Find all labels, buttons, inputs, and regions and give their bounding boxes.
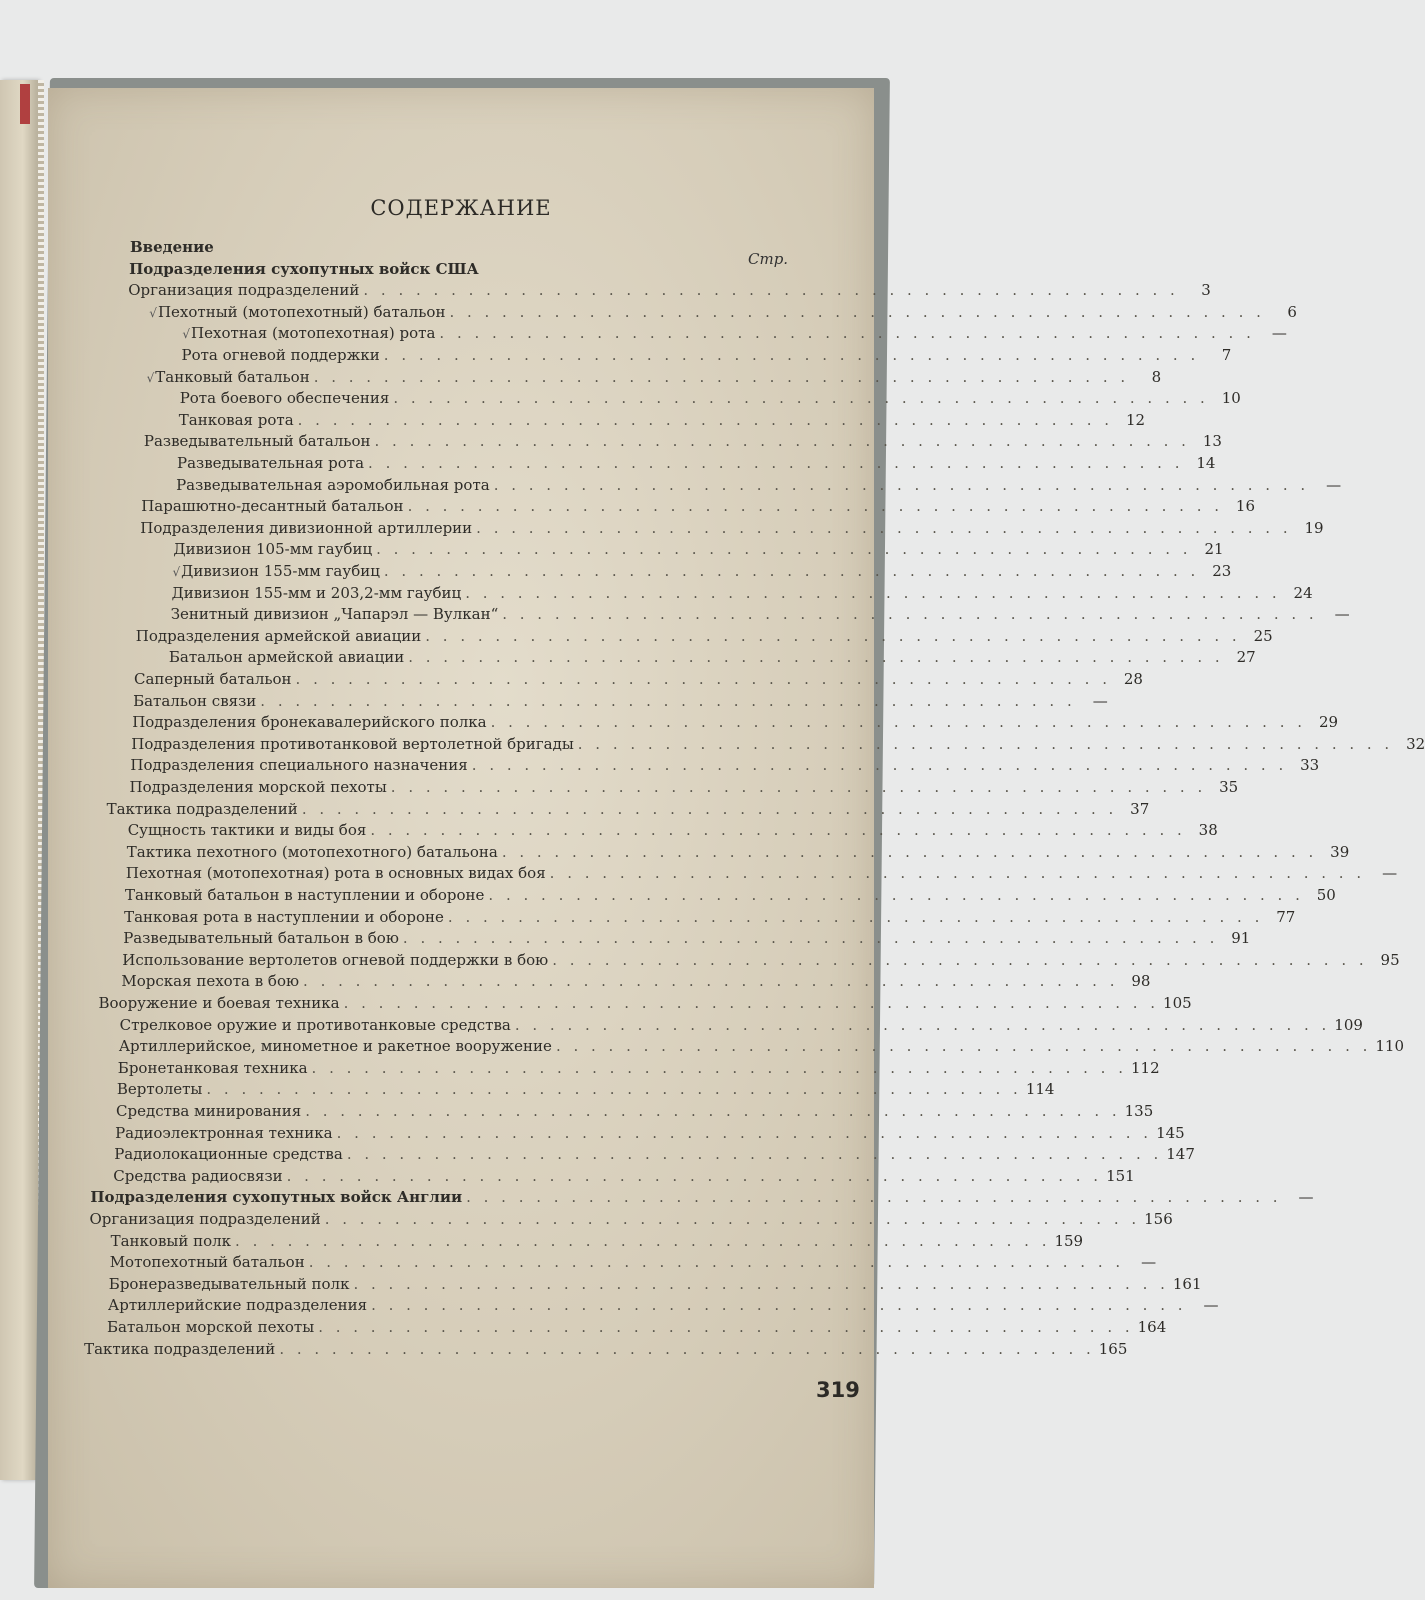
- toc-entry-title: Дивизион 155-мм гаубиц: [181, 562, 380, 580]
- toc-page-number: 147: [1166, 1145, 1195, 1164]
- toc-entry-title: Танковый батальон: [155, 367, 310, 386]
- toc-entry-title: Батальон связи: [133, 691, 257, 710]
- toc-page-number: —: [1334, 605, 1350, 624]
- toc-entry-title: Разведывательный батальон в бою: [123, 929, 399, 948]
- toc-entry-title: Зенитный дивизион „Чапарэл — Вулкан“: [170, 605, 499, 624]
- toc-entry: [130, 238, 808, 256]
- toc-entry: [125, 886, 1336, 904]
- toc-entry-title: Подразделения дивизионной артиллерии: [140, 518, 473, 537]
- leader-dots: . . . . . . . . . . . . . . . . . . . . . . . . . . . . . . . . . . . . . . . . . . . . . . .: [343, 994, 1160, 1012]
- toc-entry-title: Подразделения сухопутных войск Англии: [90, 1188, 463, 1207]
- toc-entry: [130, 756, 1320, 775]
- leader-dots: . . . . . . . . . . . . . . . . . . . . . . . . . . . . . . . . . . . . . . . . . . . . . . .: [552, 950, 1368, 969]
- toc-entry-title: Танковый батальон в наступлении и обороне: [125, 886, 485, 904]
- toc-page-number: 37: [1130, 799, 1150, 818]
- toc-page-number: —: [1326, 475, 1342, 494]
- toc-entry-title: Подразделения морской пехоты: [129, 778, 387, 796]
- toc-entry: [110, 1231, 1084, 1250]
- toc-entry: [84, 1339, 1128, 1358]
- toc-page-number: 28: [1123, 670, 1143, 688]
- toc-entry-title: Использование вертолетов огневой поддержки в бою: [122, 950, 549, 969]
- toc-page-number: 25: [1253, 626, 1273, 645]
- book-page: [48, 88, 1425, 1588]
- toc-entry: [126, 842, 1350, 861]
- leader-dots: . . . . . . . . . . . . . . . . . . . . . . . . . . . . . . . . . . . . . . . . . . . . . . .: [488, 886, 1304, 904]
- toc-page-number: 7: [1221, 346, 1232, 364]
- leader-dots: . . . . . . . . . . . . . . . . . . . . . . . . . . . . . . . . . . . . . . . . . . . . . . .: [374, 432, 1190, 451]
- toc-entry-title: Дивизион 105-мм гаубиц: [173, 540, 373, 559]
- toc-entry-title: Разведывательная рота: [177, 454, 365, 472]
- toc-entry: [106, 799, 1150, 818]
- toc-entry: [128, 281, 1211, 300]
- toc-entry-title: Вооружение и боевая техника: [98, 994, 340, 1012]
- toc-page-number: 98: [1131, 972, 1151, 991]
- toc-page-number: 32: [1406, 734, 1425, 753]
- leader-dots: . . . . . . . . . . . . . . . . . . . . . . . . . . . . . . . . . . . . . . . . . . . . . . .: [368, 454, 1184, 472]
- toc-entry: [124, 907, 1296, 926]
- leader-dots: . . . . . . . . . . . . . . . . . . . . . . . . . . . . . . . . . . . . . . . . . . . . . . .: [393, 389, 1209, 408]
- spine-bookmark-strip: [20, 84, 30, 124]
- toc-page-number: 21: [1204, 540, 1224, 559]
- toc-entry-title: Мотопехотный батальон: [109, 1253, 305, 1272]
- leader-dots: . . . . . . . . . . . . . . . . . . . . . . . . . . . . . . . . . . . . . . . . . . . . . . .: [501, 842, 1318, 861]
- toc-entry: [178, 410, 1146, 429]
- leader-dots: . . . . . . . . . . . . . . . . . . . . . . . . . . . . . . . . . . . . . . . . . . . . . . .: [376, 540, 1192, 559]
- leader-dots: . . . . . . . . . . . . . . . . . . . . . . . . . . . . . . . . . . . . . . . . . . . . . . .: [476, 518, 1292, 537]
- toc-page-number: 19: [1304, 518, 1324, 537]
- leader-dots: . . . . . . . . . . . . . . . . . . . . . . . . . . . . . . . . . . . . . . . . . . . . . . .: [449, 302, 1265, 321]
- leader-dots: . . . . . . . . . . . . . . . . . . . . . . . . . . . . . . . . . . . . . . . . . . . . . . .: [260, 691, 1076, 710]
- toc-entry: [108, 1274, 1202, 1293]
- toc-page-number: 29: [1318, 713, 1339, 732]
- leader-dots: . . . . . . . . . . . . . . . . . . . . . . . . . . . . . . . . . . . . . . . . . . . . . . .: [308, 1253, 1125, 1272]
- page-number: 319: [816, 1378, 860, 1402]
- leader-dots: . . . . . . . . . . . . . . . . . . . . . . . . . . . . . . . . . . . . . . . . . . . . . . .: [471, 756, 1288, 775]
- toc-entry: [116, 1080, 1055, 1099]
- toc-entry: [118, 1037, 1405, 1056]
- checkmark-annotation: √: [149, 305, 157, 320]
- toc-entry-title: Радиоэлектронная техника: [115, 1123, 333, 1142]
- toc-entry-title: Средства радиосвязи: [113, 1166, 283, 1185]
- leader-dots: . . . . . . . . . . . . . . . . . . . . . . . . . . . . . . . . . . . . . . . . . . . . . . .: [336, 1123, 1153, 1142]
- toc-entry: [117, 1058, 1160, 1077]
- toc-entry: [141, 497, 1255, 516]
- toc-entry: [173, 540, 1224, 559]
- toc-entry-title: Радиолокационные средства: [114, 1145, 343, 1164]
- leader-dots: . . . . . . . . . . . . . . . . . . . . . . . . . . . . . . . . . . . . . . . . . . . . . . .: [490, 713, 1307, 732]
- toc-entry-title: Подразделения противотанковой вертолетной бригады: [131, 734, 574, 753]
- toc-entry: [179, 389, 1241, 408]
- leader-dots: . . . . . . . . . . . . . . . . . . . . . . . . . . . . . . . . . . . . . . . . . . . . . . .: [303, 972, 1119, 991]
- toc-entry: [116, 1102, 1154, 1120]
- leader-dots: . . . . . . . . . . . . . . . . . . . . . . . . . . . . . . . . . . . . . . . . . . . . . . .: [353, 1274, 1169, 1293]
- toc-page-number: 159: [1054, 1231, 1084, 1250]
- toc-entry: [125, 864, 1398, 883]
- toc-page-number: —: [1092, 691, 1108, 710]
- toc-page-number: 24: [1293, 583, 1313, 602]
- toc-entry-title: Пехотная (мотопехотная) рота: [191, 324, 436, 343]
- toc-entry-title: Морская пехота в бою: [121, 972, 300, 991]
- toc-entry: [115, 1123, 1185, 1142]
- toc-entry: [113, 1166, 1135, 1185]
- leader-dots: . . . . . . . . . . . . . . . . . . . . . . . . . . . . . . . . . . . . . . . . . . . . . . .: [407, 497, 1223, 516]
- toc-page-number: 110: [1375, 1037, 1405, 1056]
- leader-dots: . . . . . . . . . . . . . . . . . . . . . . . . . . . . . . . . . . . . . . . . . . . . . . .: [346, 1145, 1163, 1164]
- toc-page-number: 16: [1235, 497, 1255, 516]
- toc-page-number: 50: [1316, 886, 1336, 904]
- toc-entry: [119, 1015, 1363, 1034]
- toc-entry: [121, 972, 1151, 991]
- toc-entry-title: Батальон морской пехоты: [107, 1318, 315, 1336]
- toc-page-number: 145: [1156, 1123, 1185, 1142]
- toc-entry-title: Введение: [130, 238, 214, 256]
- leader-dots: . . . . . . . . . . . . . . . . . . . . . . . . . . . . . . . . . . . . . . . . . . . . . . .: [514, 1015, 1331, 1034]
- toc-page-number: 35: [1219, 778, 1239, 796]
- leader-dots: . . . . . . . . . . . . . . . . . . . . . . . . . . . . . . . . . . . . . . . . . . . . . . .: [370, 821, 1186, 840]
- toc-page-number: 161: [1172, 1274, 1202, 1293]
- leader-dots: . . . . . . . . . . . . . . . . . . . . . . . . . . . . . . . . . . . . . . . . . . . . . . .: [206, 1080, 1022, 1099]
- toc-page-number: 27: [1236, 648, 1256, 667]
- toc-entry-title: Батальон армейской авиации: [168, 648, 405, 667]
- toc-entry: [109, 1253, 1157, 1272]
- leader-dots: . . . . . . . . . . . . . . . . . . . . . . . . . . . . . . . . . . . . . . . . . . . . . . .: [295, 670, 1111, 688]
- leader-dots: . . . . . . . . . . . . . . . . . . . . . . . . . . . . . . . . . . . . . . . . . . . . . . .: [555, 1037, 1372, 1056]
- toc-entry-title: Саперный батальон: [134, 670, 292, 688]
- toc-page-number: 38: [1198, 821, 1218, 840]
- toc-page-number: —: [1271, 324, 1287, 343]
- toc-page-number: 105: [1163, 994, 1192, 1012]
- toc-entry: [89, 1210, 1173, 1228]
- toc-page-number: 151: [1106, 1166, 1135, 1185]
- checkmark-annotation: √: [182, 327, 191, 342]
- toc-entry: [134, 670, 1143, 688]
- leader-dots: . . . . . . . . . . . . . . . . . . . . . . . . . . . . . . . . . . . . . . . . . . . . . . .: [549, 864, 1366, 883]
- toc-entry: [122, 950, 1400, 969]
- toc-entry-title: Танковый полк: [110, 1231, 232, 1250]
- toc-entry-title: Организация подразделений: [128, 281, 360, 300]
- toc-page-number: 6: [1287, 302, 1297, 321]
- toc-entry-title: Парашютно-десантный батальон: [141, 497, 404, 516]
- toc-entry: [129, 778, 1239, 796]
- leader-dots: . . . . . . . . . . . . . . . . . . . . . . . . . . . . . . . . . . . . . . . . . . . . . . .: [390, 778, 1207, 796]
- toc-entry-title: Артиллерийское, минометное и ракетное вооружение: [118, 1037, 552, 1056]
- leader-dots: . . . . . . . . . . . . . . . . . . . . . . . . . . . . . . . . . . . . . . . . . . . . . . .: [371, 1296, 1187, 1315]
- checkmark-annotation: √: [146, 370, 155, 385]
- toc-entry-title: Рота огневой поддержки: [181, 346, 380, 364]
- toc-entry-title: Дивизион 155-мм и 203,2-мм гаубиц: [171, 583, 462, 602]
- toc-page-number: 164: [1137, 1318, 1167, 1336]
- toc-page-number: 3: [1201, 281, 1211, 300]
- toc-entry: [132, 713, 1339, 732]
- toc-page-number: 14: [1196, 454, 1216, 472]
- toc-entry: [171, 583, 1313, 602]
- leader-dots: . . . . . . . . . . . . . . . . . . . . . . . . . . . . . . . . . . . . . . . . . . . . . . .: [502, 605, 1318, 624]
- table-of-contents: [48, 88, 1425, 1588]
- toc-page-number: 12: [1125, 410, 1146, 429]
- toc-page-number: 109: [1334, 1015, 1363, 1034]
- toc-entry: [127, 821, 1218, 840]
- toc-entry-title: Разведывательная аэромобильная рота: [176, 475, 490, 494]
- leader-dots: . . . . . . . . . . . . . . . . . . . . . . . . . . . . . . . . . . . . . . . . . . . . . . .: [383, 346, 1200, 364]
- leader-dots: . . . . . . . . . . . . . . . . . . . . . . . . . . . . . . . . . . . . . . . . . . . . . . .: [313, 367, 1130, 386]
- toc-page-number: 112: [1130, 1058, 1160, 1077]
- checkmark-annotation: √: [172, 565, 181, 579]
- page-title: СОДЕРЖАНИЕ: [370, 196, 552, 220]
- leader-dots: . . . . . . . . . . . . . . . . . . . . . . . . . . . . . . . . . . . . . . . . . . . . . . .: [305, 1102, 1121, 1120]
- leader-dots: . . . . . . . . . . . . . . . . . . . . . . . . . . . . . . . . . . . . . . . . . . . . . . .: [311, 1058, 1127, 1077]
- toc-entry: [107, 1318, 1167, 1336]
- toc-page-number: 39: [1330, 842, 1350, 861]
- toc-entry-title: Подразделения армейской авиации: [135, 626, 422, 645]
- toc-entry: [182, 324, 1287, 343]
- toc-entry: [143, 432, 1222, 451]
- leader-dots: . . . . . . . . . . . . . . . . . . . . . . . . . . . . . . . . . . . . . . . . . . . . . . .: [301, 799, 1118, 818]
- toc-page-number: 95: [1380, 950, 1400, 969]
- leader-dots: . . . . . . . . . . . . . . . . . . . . . . . . . . . . . . . . . . . . . . . . . . . . . . .: [318, 1318, 1134, 1336]
- toc-entry-title: Подразделения специального назначения: [130, 756, 468, 775]
- toc-entry-title: Вертолеты: [116, 1080, 203, 1099]
- toc-entry-title: Пехотный (мотопехотный) батальон: [157, 302, 446, 321]
- leader-dots: . . . . . . . . . . . . . . . . . . . . . . . . . . . . . . . . . . . . . . . . . . . . . . .: [408, 648, 1224, 667]
- toc-entry: [90, 1188, 1314, 1207]
- leader-dots: . . . . . . . . . . . . . . . . . . . . . . . . . . . . . . . . . . . . . . . . . . . . . . .: [383, 562, 1200, 580]
- toc-entry: [140, 518, 1324, 537]
- toc-page-number: 156: [1144, 1210, 1173, 1228]
- toc-page-number: 114: [1025, 1080, 1055, 1099]
- toc-page-number: 165: [1098, 1339, 1128, 1358]
- toc-entry: [146, 367, 1162, 386]
- toc-entry-title: Подразделения бронекавалерийского полка: [132, 713, 487, 732]
- left-page-edge: [0, 80, 38, 1480]
- toc-entry-title: Подразделения сухопутных войск США: [129, 259, 479, 278]
- toc-entry-title: Артиллерийские подразделения: [107, 1296, 368, 1315]
- leader-dots: . . . . . . . . . . . . . . . . . . . . . . . . . . . . . . . . . . . . . . . . . . . . . . .: [402, 929, 1219, 948]
- toc-entry-title: Бронеразведывательный полк: [108, 1274, 350, 1293]
- leader-dots: . . . . . . . . . . . . . . . . . . . . . . . . . . . . . . . . . . . . . . . . . . . . . . .: [324, 1210, 1141, 1228]
- leader-dots: . . . . . . . . . . . . . . . . . . . . . . . . . . . . . . . . . . . . . . . . . . . . . . .: [279, 1339, 1095, 1358]
- toc-page-number: 8: [1151, 367, 1162, 386]
- toc-entry-title: Разведывательный батальон: [143, 432, 371, 451]
- leader-dots: . . . . . . . . . . . . . . . . . . . . . . . . . . . . . . . . . . . . . . . . . . . . . . .: [493, 475, 1310, 494]
- toc-page-number: 13: [1202, 432, 1222, 451]
- leader-dots: . . . . . . . . . . . . . . . . . . . . . . . . . . . . . . . . . . . . . . . . . . . . . . .: [466, 1188, 1282, 1207]
- toc-entry: [168, 648, 1256, 667]
- toc-entry-title: Пехотная (мотопехотная) рота в основных видах боя: [125, 864, 546, 883]
- toc-entry-title: Рота боевого обеспечения: [179, 389, 390, 408]
- toc-entry: [176, 475, 1342, 494]
- toc-page-number: 23: [1212, 562, 1232, 580]
- toc-entry-title: Тактика подразделений: [84, 1339, 276, 1358]
- toc-entry-title: Стрелковое оружие и противотанковые средства: [119, 1015, 511, 1034]
- toc-entry-title: Бронетанковая техника: [117, 1058, 308, 1077]
- toc-entry: [98, 994, 1192, 1012]
- toc-page-number: 10: [1221, 389, 1241, 408]
- toc-page-number: —: [1298, 1188, 1314, 1207]
- toc-entry: [114, 1145, 1195, 1164]
- toc-entry: [107, 1296, 1219, 1315]
- toc-entry: [181, 346, 1232, 364]
- leader-dots: . . . . . . . . . . . . . . . . . . . . . . . . . . . . . . . . . . . . . . . . . . . . . . .: [465, 583, 1281, 602]
- toc-entry-title: Организация подразделений: [89, 1210, 321, 1228]
- toc-page-number: 91: [1231, 929, 1251, 948]
- toc-entry: [131, 734, 1425, 753]
- toc-entry: [133, 691, 1108, 710]
- leader-dots: . . . . . . . . . . . . . . . . . . . . . . . . . . . . . . . . . . . . . . . . . . . . . . .: [425, 626, 1241, 645]
- leader-dots: . . . . . . . . . . . . . . . . . . . . . . . . . . . . . . . . . . . . . . . . . . . . . . .: [577, 734, 1394, 753]
- leader-dots: . . . . . . . . . . . . . . . . . . . . . . . . . . . . . . . . . . . . . . . . . . . . . . .: [439, 324, 1255, 343]
- toc-entry-title: Сущность тактики и виды боя: [127, 821, 367, 840]
- toc-entry: [123, 929, 1251, 948]
- toc-entry-title: Тактика подразделений: [106, 799, 298, 818]
- toc-entry: [135, 626, 1273, 645]
- leader-dots: . . . . . . . . . . . . . . . . . . . . . . . . . . . . . . . . . . . . . . . . . . . . . . .: [235, 1231, 1051, 1250]
- toc-entry: [170, 605, 1350, 624]
- leader-dots: . . . . . . . . . . . . . . . . . . . . . . . . . . . . . . . . . . . . . . . . . . . . . . .: [447, 907, 1264, 926]
- toc-entry: [177, 454, 1216, 472]
- toc-page-number: —: [1141, 1253, 1157, 1272]
- leader-dots: . . . . . . . . . . . . . . . . . . . . . . . . . . . . . . . . . . . . . . . . . . . . . . .: [363, 281, 1179, 300]
- toc-entry-title: Тактика пехотного (мотопехотного) батальона: [126, 842, 498, 861]
- leader-dots: . . . . . . . . . . . . . . . . . . . . . . . . . . . . . . . . . . . . . . . . . . . . . . .: [286, 1166, 1103, 1185]
- toc-entry: [149, 302, 1297, 321]
- page-column-label: Стр.: [748, 250, 789, 268]
- toc-page-number: 77: [1276, 907, 1296, 926]
- toc-entry-title: Средства минирования: [116, 1102, 302, 1120]
- toc-page-number: 135: [1124, 1102, 1154, 1120]
- leader-dots: . . . . . . . . . . . . . . . . . . . . . . . . . . . . . . . . . . . . . . . . . . . . . . .: [297, 410, 1114, 429]
- toc-entry-title: Танковая рота: [178, 410, 294, 429]
- toc-page-number: 33: [1300, 756, 1320, 775]
- toc-entry: [172, 562, 1232, 580]
- toc-page-number: —: [1382, 864, 1398, 883]
- toc-entry: [129, 260, 808, 278]
- toc-page-number: —: [1203, 1296, 1219, 1315]
- toc-entry-title: Танковая рота в наступлении и обороне: [124, 907, 444, 926]
